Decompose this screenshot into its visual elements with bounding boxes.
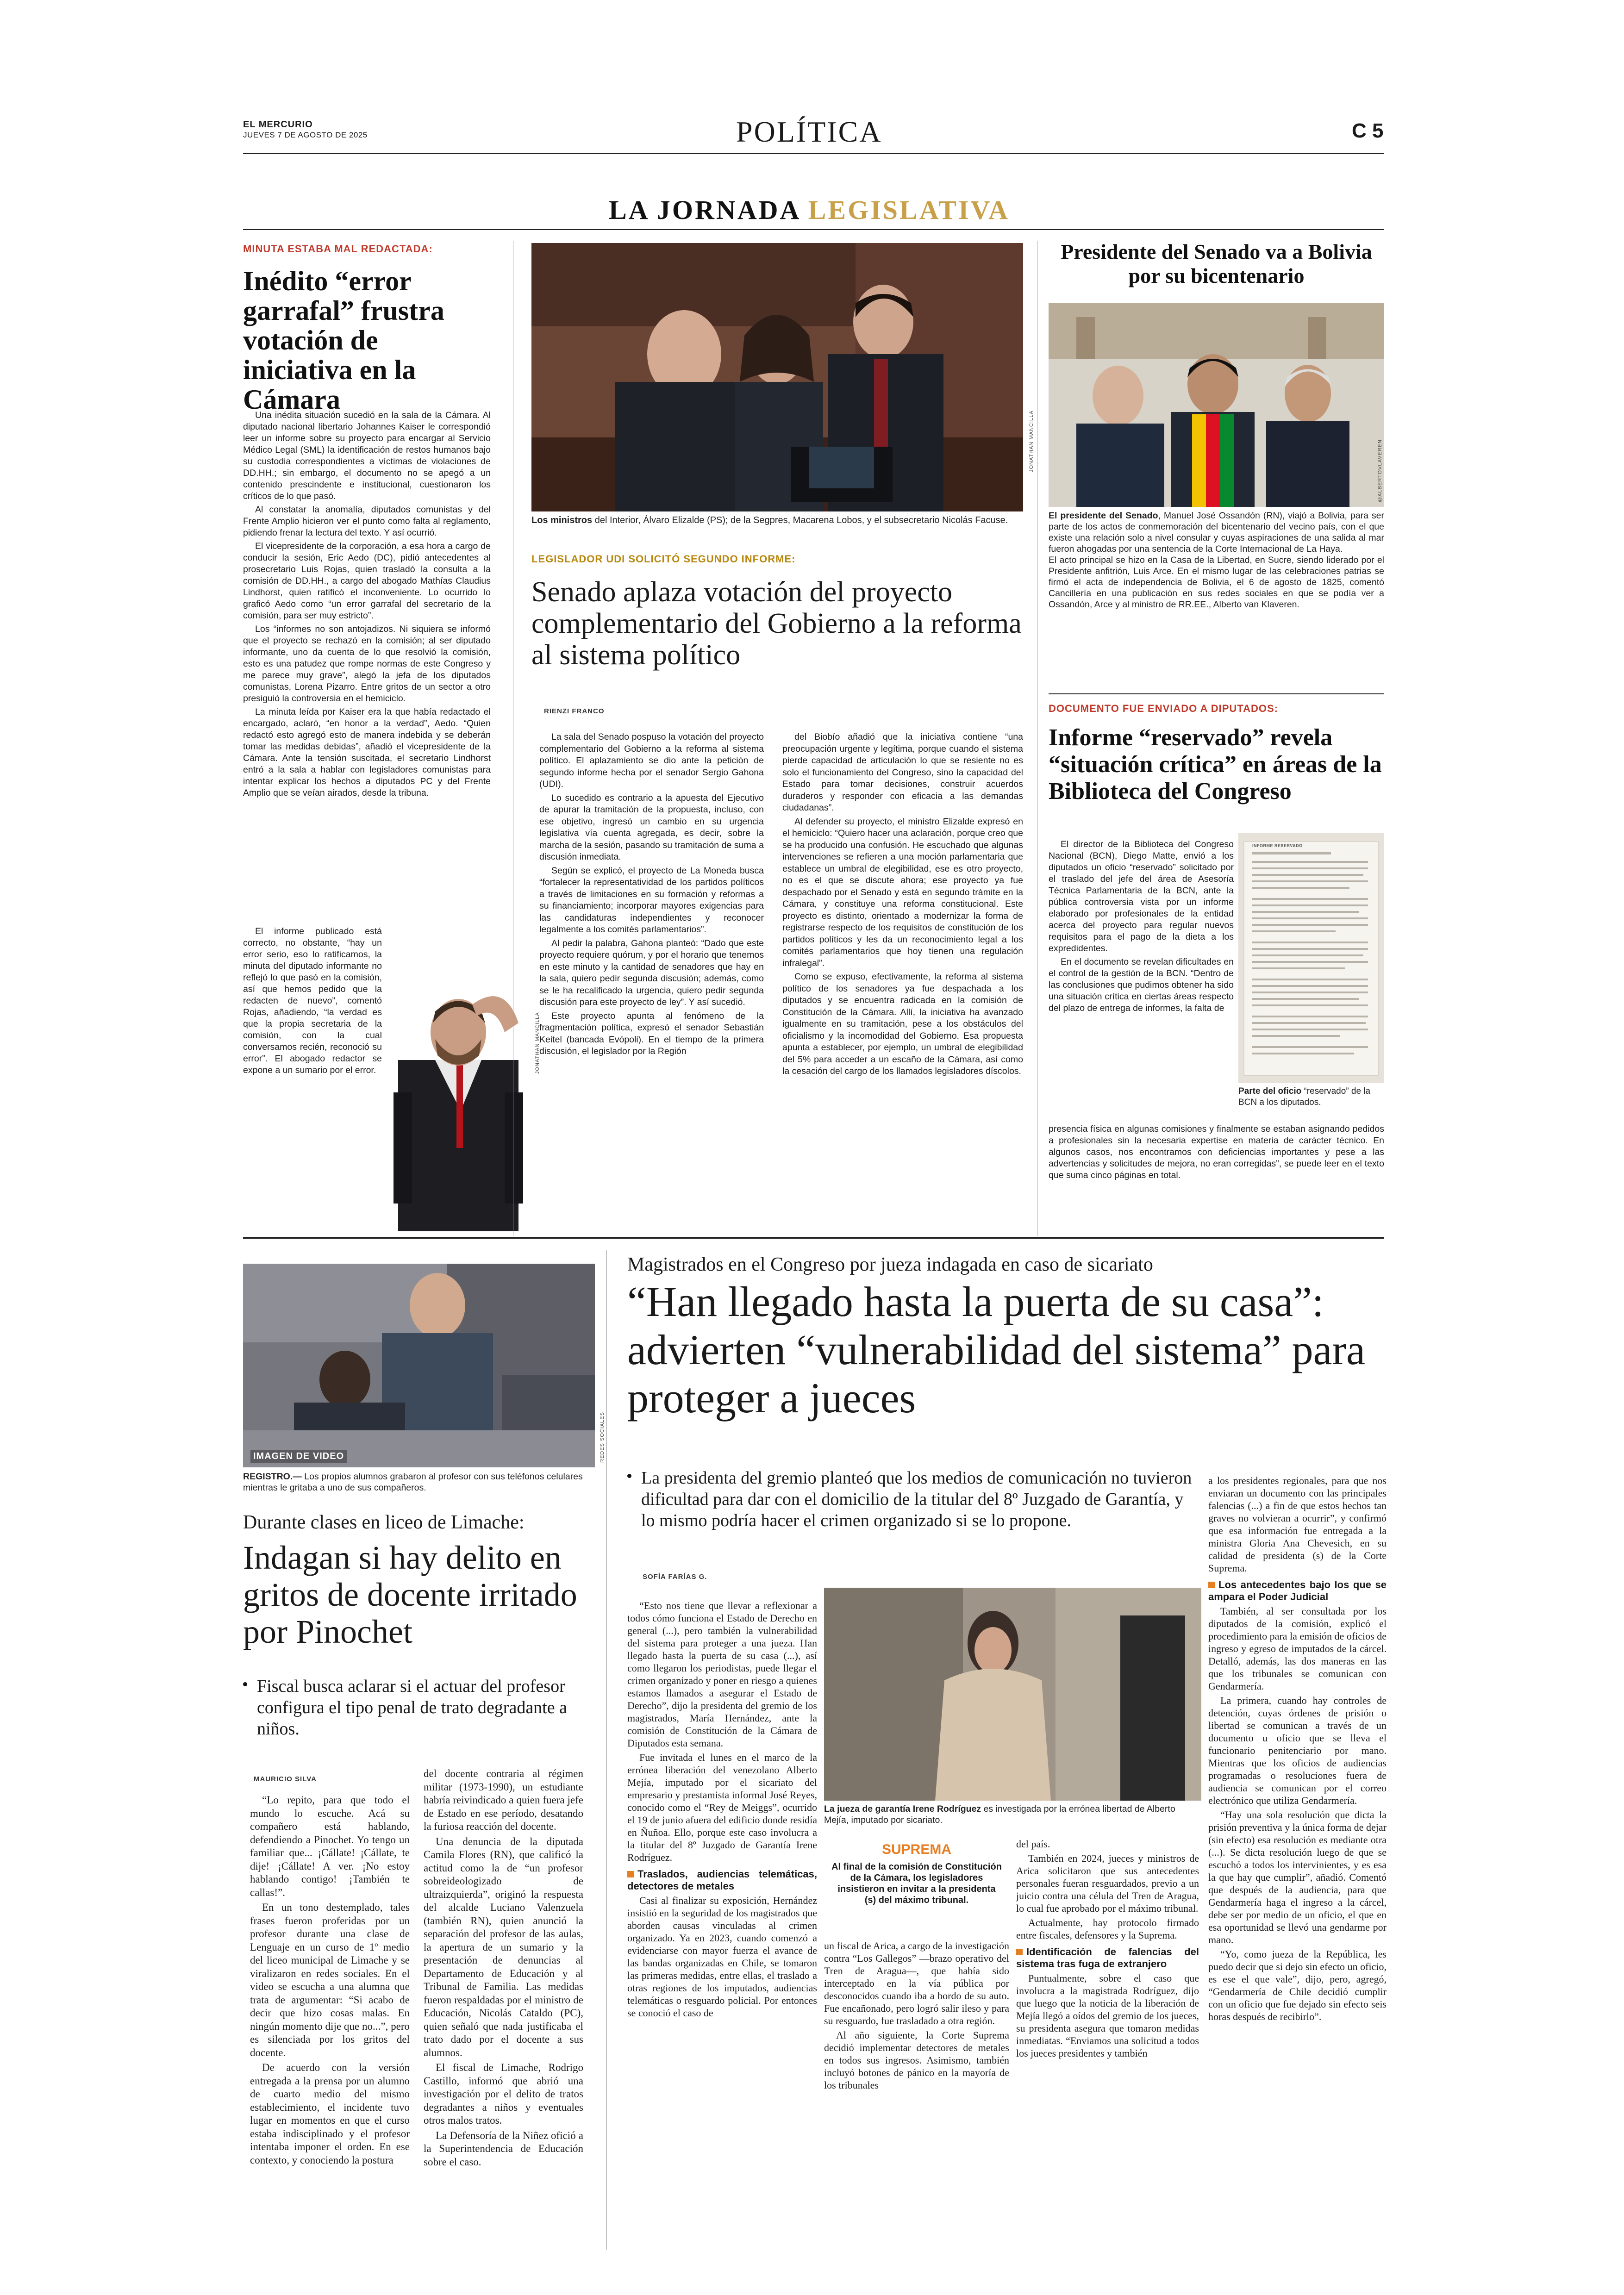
section-title: POLÍTICA (736, 115, 882, 148)
video-credit: REDES SOCIALES (600, 1412, 605, 1463)
left-body-top (243, 410, 491, 801)
video-label: IMAGEN DE VIDEO (250, 1450, 347, 1463)
caption-lead: REGISTRO.— (243, 1472, 302, 1482)
caption-text: , Manuel José Ossandón (RN), viajó a Bolivia, para ser parte de los actos de conmemoración del bicentenario del vecino país, con el que existe una relación solo a nivel consular y cuyas aspiraciones de una salida al mar fueron ahogadas por una sentencia de la Corte Internacional de La Haya. (1049, 511, 1384, 554)
paragraph: del docente contraria al régimen militar (1973-1990), un estudiante habría reivindicado a quien fuera jefe de Estado en ese período, desatando la furiosa reacción del docente. (424, 1768, 583, 1832)
paragraph: La Defensoría de la Niñez ofició a la Superintendencia de Educación sobre el caso. (424, 2129, 583, 2168)
dek-text: La presidenta del gremio planteó que los medios de comunicación no tuvieron dificultad para dar con el domicilio de la titular del 8º Juzgado de Garantía, y lo mismo podría hacer el crimen organizado si se lo propone. (641, 1468, 1192, 1530)
page-number: C 5 (1352, 119, 1384, 142)
oficio-doc-title: INFORME RESERVADO (1252, 843, 1303, 848)
limache-byline: MAURICIO SILVA (254, 1775, 317, 1783)
masthead-rule (243, 153, 1384, 154)
jueza-caption (824, 1803, 1201, 1826)
center-photo-credit: JONATHAN MANCILLA (1029, 410, 1034, 472)
paragraph: Los “informes no son antojadizos. Ni siquiera se informó que el proyecto se rechazó en la comisión; al ser diputado informante, uno da cuenta de lo que resolvió la comisión, esto es una patudez que rompe normas de este Congreso y me parece muy grave”, alegó la jefa de los diputados comunistas, Lorena Pizarro. Entre gritos de un sector a otro presiguió la controversia en el hemiciclo. (243, 624, 491, 704)
classroom-video-still (243, 1264, 595, 1467)
paragraph: También en 2024, jueces y ministros de Arica solicitaron que sus antecedentes personales fueran resguardados, previo a un juicio contra una célula del Tren de Aragua, lo cual fue aprobado por el máximo tribunal. (1016, 1852, 1199, 1914)
band-word-1: LA JORNADA (609, 195, 800, 225)
judges-byline: SOFÍA FARÍAS G. (643, 1573, 707, 1581)
dek-bullet (627, 1474, 631, 1478)
paragraph: un fiscal de Arica, a cargo de la investigación contra “Los Gallegos” —brazo operativo del Tren de Aragua—, que había sido interceptado en la vía pública por desconocidos cuando iba a bordo de su auto. Fue encañonado, pero logró salir ileso y para su resguardo, fue trasladado a otra región. (824, 1940, 1009, 2027)
limache-overline: Durante clases en liceo de Limache: (243, 1512, 525, 1533)
band-rule (243, 229, 1384, 230)
caption-lead: Parte del oficio (1238, 1086, 1302, 1096)
paragraph: Al defender su proyecto, el ministro Elizalde expresó en el hemiciclo: “Quiero hacer una aclaración, porque creo que se ha producido una confusión. He escuchado que algunas intervenciones se refieren a una moción parlamentaria que establece un umbral de elegibilidad, ese es otro proyecto, no es el que se discute ahora; ese proyecto ya fue despachado por el Senado y está en segundo trámite en la Cámara, y constituye una reforma constitucional. Este proyecto es distinto, orientado a modernizar la forma de registrarse respecto de los requisitos de constitución de los partidos políticos y les da un reconocimiento legal a los comités parlamentarios que hoy tienen una regulación infralegal”. (782, 816, 1023, 968)
caption-lead: La jueza de garantía Irene Rodríguez (824, 1804, 981, 1814)
paragraph: El fiscal de Limache, Rodrigo Castillo, informó que abrió una investigación por el delito de tratos degradantes a niños y eventuales otros malos tratos. (424, 2062, 583, 2126)
judges-col-3 (824, 1940, 1009, 2093)
paragraph: Una denuncia de la diputada Camila Flores (RN), que calificó la actitud como la de “un profesor sobreideologizado de ultraizquierda”, originó la respuesta del alcalde Luciano Valenzuela (también RN), quien anunció la separación del profesor de las aulas, la apertura de un sumario y la presentación de denuncias al Departamento de Educación y al Tribunal de Familia. Las medidas fueron respaldadas por el ministro de Educación, Nicolás Cataldo (PC), quien señaló que nada justificaba el trato dado por el docente a sus alumnos. (424, 1835, 583, 2058)
subhead-falencias (1016, 1946, 1199, 1970)
judges-headline: “Han llegado hasta la puerta de su casa”: advierten “vulnerabilidad del sistema” para proteger a jueces (627, 1278, 1365, 1422)
dek-text: Fiscal busca aclarar si el actuar del profesor configura el tipo penal de trato degradante a niños. (257, 1677, 567, 1739)
paragraph: “Hay una sola resolución que dicta la prisión preventiva y la única forma de dejar (sin efecto) esa resolución es mediante otra (...). Se dicta resolución luego de que se escuchó a todos los intervinientes, y es esa la que hay que cumplir”, añadió. Comentó que después de la audiencia, para que Gendarmería haga el ingreso a la cárcel, debe ser por medio de un oficio, el que en esa oportunidad se llevó una gendarme por mano. (1208, 1809, 1387, 1946)
bolivia-photo (1049, 303, 1384, 507)
judges-overline: Magistrados en el Congreso por jueza indagada en caso de sicariato (627, 1254, 1153, 1275)
paragraph: “Lo repito, para que todo el mundo lo escuche. Acá su compañero está hablando, defendiendo a Pinochet. Yo tengo un familiar que... ¡Cállate! ¡Cállate, te dije! ¡Cállate! A ver. ¡No estoy hablando contigo! ¡También te callas!”. (250, 1794, 410, 1898)
bottom-column-rule (606, 1250, 607, 2250)
paragraph: Este proyecto apunta al fenómeno de la fragmentación política, expresó el senador Sebastián Keitel (bancada Evópoli). En el tiempo de la primera discusión, el legislador por la Región (539, 1010, 764, 1056)
oficio-caption (1238, 1086, 1384, 1108)
right-top-caption (1049, 510, 1384, 610)
subhead-square (627, 1871, 634, 1877)
right-photo-credit: @ALBERTOVLAVEREN (1377, 439, 1383, 502)
paragraph: “Esto nos tiene que llevar a reflexionar a todos cómo funciona el Estado de Derecho en general (...), pero también la vulnerabilidad del sistema para proteger a una jueza. Han llegado hasta la puerta de su casa (...), así como llegaron los periodistas, puede llegar el crimen organizado y poner en riesgo a quienes estamos llamados a asegurar el Estado de Derecho”, dijo la presidenta del gremio de los magistrados, María Hernández, ante la comisión de Constitución de la Cámara de Diputados esta semana. (627, 1600, 817, 1749)
paragraph: El director de la Biblioteca del Congreso Nacional (BCN), Diego Matte, envió a los diputados un oficio “reservado” solicitado por el traslado del jefe del área de Asesoría Técnica Parlamentaria de la BCN, ante la pública controversia vista por un informe elaborado por profesionales de la entidad acerca del proyecto para regular nuevos requisitos para el pago de la dieta a los expredidentes. (1049, 839, 1234, 954)
left-photo-credit: JONATHAN MANCILLA (535, 1012, 540, 1074)
caption-lead: Los ministros (531, 515, 593, 525)
paragraph: De acuerdo con la versión entregada a la prensa por un alumno de cuarto medio del mismo establecimiento, el incidente tuvo lugar en momentos en que el curso estaba indisciplinado y el profesor intentaba imponer el orden. En ese contexto, y conociendo la postura (250, 2062, 410, 2166)
center-photo-caption (531, 515, 1023, 526)
paragraph: La primera, cuando hay controles de detención, cuyas órdenes de prisión o libertad se comunican a través de un documento u oficio que se lleva el funcionario penitenciario por mano. Mientras que los oficios de audiencias programadas o resoluciones fuera de audiencia se comunican por el correo electrónico que utiliza Gendarmería. (1208, 1695, 1387, 1806)
paragraph: Una inédita situación sucedió en la sala de la Cámara. Al diputado nacional libertario Johannes Kaiser le correspondió leer un informe sobre su proyecto para encargar al Servicio Médico Legal (SML) la identificación de restos humanos bajo su custodia correspondientes a víctimas de violaciones de DD.HH.; sin embargo, el documento no se apegó a un contenido prescindente e institucional, cuestionaron los críticos de lo que pasó. (243, 410, 491, 501)
center-headline: Senado aplaza votación del proyecto complementario del Gobierno a la reforma al sistema político (531, 576, 1022, 671)
judges-col-1 (627, 1599, 817, 2021)
suprema-box-title: SUPREMA (881, 1842, 951, 1857)
paragraph: Según se explicó, el proyecto de La Moneda busca “fortalecer la representatividad de los partidos políticos a través de limitaciones en su formación y reformas a su financiamiento; incorporar mayores exigencias para las candidaturas independientes y reconocer legalmente a los comités parlamentarios”. (539, 865, 764, 935)
paragraph: Puntualmente, sobre el caso que involucra a la magistrada Rodríguez, dijo que luego que la noticia de la liberación de Mejía llegó a oídos del gremio de los jueces, su presidenta asegura que tomaron medidas inmediatas. “Enviamos una solicitud a todos los jueces presidentes y también (1016, 1972, 1199, 2059)
kaiser-cutout-photo (366, 972, 546, 1231)
page-fold-rule (243, 1237, 1384, 1239)
paragraph: El informe publicado está correcto, no obstante, “hay un error serio, eso lo ratificamos, la minuta del diputado informante no reflejó lo que pasó en la comisión, así que hemos pedido que la redacten de nuevo”, comentó Rojas, añadiendo, “la verdad es que la propia secretaria de la comisión, con la cual conversamos recién, reconoció su error”. El abogado redactor se expone a un sumario por el error. (243, 926, 382, 1075)
left-headline: Inédito “error garrafal” frustra votación de iniciativa en la Cámara (243, 266, 444, 415)
center-col-1 (539, 731, 764, 1060)
limache-dek (243, 1676, 595, 1740)
paragraph: Al pedir la palabra, Gahona planteó: “Dado que este proyecto requiere quórum, y por el horario que tenemos en este minuto y la cantidad de senadores que hay en la sala, quiero pedir segunda discusión; además, como se le ha recalificado la urgencia, quiero pedir segunda discusión para este proyecto de ley”. Y así sucedió. (539, 938, 764, 1007)
right-divider (1049, 693, 1384, 694)
paragraph: Al año siguiente, la Corte Suprema decidió implementar detectores de metales en todos sus ingresos. Asimismo, también incluyó botones de pánico en la mayoría de los tribunales (824, 2029, 1009, 2091)
band-title (609, 194, 1010, 225)
judges-dek (627, 1467, 1197, 1531)
subhead-antecedentes (1208, 1579, 1387, 1603)
right-kicker: DOCUMENTO FUE ENVIADO A DIPUTADOS: (1049, 703, 1279, 714)
paragraph: a los presidentes regionales, para que nos enviaran un documento con las principales falencias (...) a fin de que estos hechos tan graves no volvieran a ocurrir”, y confirmó que esa información fue entregada a la ministra Gloria Ana Chevesich, en su calidad de presidenta (s) de la Corte Suprema. (1208, 1475, 1387, 1574)
caption-lead: El presidente del Senado (1049, 511, 1158, 521)
paragraph: El vicepresidente de la corporación, a esa hora a cargo de conducir la sesión, Eric Aedo (DC), pidió antecedentes al prosecretario Luis Rojas, quien trasladó la consulta a la comisión de DD.HH., a cargo del abogado Mathías Claudius Lindhorst, quien ratificó el inconveniente. Lo ocurrido lo graficó Aedo como “un error garrafal del secretario de la comisión, para ser muy estricto”. (243, 541, 491, 621)
paragraph: La minuta leída por Kaiser era la que había redactado el encargado, aclaró, “en honor a la verdad”, Aedo. “Quien redactó esto agregó esto de manera indebida y se deberán tomar las medidas debidas”, añadió el vicepresidente de la Cámara. Ante la tensión suscitada, el secretario Lindhorst entró a la sala a hablar con legisladores comunistas para intentar explicar los hechos a diputados PC y del Frente Amplio que se veían airados, desde la tribuna. (243, 707, 491, 798)
right-body-full (1049, 1123, 1384, 1183)
subhead-square (1208, 1582, 1215, 1588)
paragraph: presencia física en algunas comisiones y finalmente se estaban asignando pedidos a profesionales sin la necesaria expertise en materia de carácter técnico. En algunos casos, nos encontramos con deficiencias importantes y pese a las advertencias y solicitudes de mejora, no eran corregidas”, se puede leer en el texto que suma cinco páginas en total. (1049, 1124, 1384, 1180)
left-body-wrap (243, 926, 382, 1078)
paragraph: “Yo, como jueza de la República, les puedo decir que si dejo sin efecto un oficio, es ese el que vale”, dijo, pero, agregó, “Gendarmería de Chile decidió cumplir con un oficio que fue dejado sin efecto seis horas después de recibirlo”. (1208, 1948, 1387, 2022)
paragraph: del país. (1016, 1838, 1050, 1850)
center-kicker: LEGISLADOR UDI SOLICITÓ SEGUNDO INFORME: (531, 553, 796, 565)
caption-text: “reservado” de la BCN a los diputados. (1238, 1086, 1371, 1107)
right-bottom-headline: Informe “reservado” revela “situación crítica” en áreas de la Biblioteca del Congreso (1049, 724, 1382, 804)
limache-col-1 (250, 1794, 410, 2169)
dek-bullet (243, 1682, 247, 1686)
judges-col-4 (1016, 1838, 1199, 2061)
caption-text: es investigada por la errónea libertad de Alberto Mejía, imputado por sicariato. (824, 1804, 1175, 1825)
oficio-document-image (1238, 833, 1384, 1083)
paragraph: Fue invitada el lunes en el marco de la errónea liberación del venezolano Alberto Mejía, imputado por el sicariato del empresario y prestamista informal José Reyes, conocido como el “Rey de Meiggs”, ocurrido el 19 de junio afuera del edificio donde residía en Ñuñoa. Ello, porque este caso involucra a la titular del 8º Juzgado de Garantía Irene Rodríguez. (627, 1752, 817, 1863)
subhead-text: Los antecedentes bajo los que se ampara el Poder Judicial (1208, 1579, 1387, 1603)
right-body-narrow (1049, 839, 1234, 1016)
center-byline: RIENZI FRANCO (544, 707, 605, 715)
paper-name: EL MERCURIO (243, 119, 313, 130)
paragraph: Al constatar la anomalía, diputados comunistas y del Frente Amplio hicieron ver el punto como falta al reglamento, pidiendo frenar la lectura del texto. Y así ocurrió. (243, 505, 491, 538)
jueza-photo (824, 1588, 1201, 1801)
subhead-square (1016, 1949, 1023, 1955)
center-col-2 (782, 731, 1023, 1079)
video-caption (243, 1471, 595, 1493)
suprema-box (824, 1835, 1009, 1935)
paragraph: Casi al finalizar su exposición, Hernández insistió en la seguridad de los magistrados que aborden causas vinculadas al crimen organizado. Ya en 2023, cuando comenzó a evidenciarse con mayor fuerza el avance de las bandas organizadas en Chile, se tomaron las primeras medidas, entre ellas, el traslado a otras regiones de los imputados, audiencias telemáticas o resguardo policial. Por entonces se conoció el caso de (627, 1895, 817, 2019)
subhead-text: Identificación de falencias del sistema tras fuga de extranjero (1016, 1946, 1199, 1970)
issue-date: JUEVES 7 DE AGOSTO DE 2025 (243, 131, 368, 139)
paragraph: También, al ser consultada por los diputados de la comisión, explicó el procedimiento para la emisión de oficios de ingreso y egreso de imputados de la cárcel. Detalló, además, las dos maneras en las que los tribunales se comunican con Gendarmería. (1208, 1605, 1387, 1692)
paragraph: Lo sucedido es contrario a la apuesta del Ejecutivo de apurar la tramitación de la propuesta, incluso, con ese objetivo, ingresó un cambio en su urgencia legislativa vía cuenta agregada, es decir, sobre la marcha de la sesión, pasando su tramitación de suma a discusión inmediata. (539, 792, 764, 862)
paragraph: Como se expuso, efectivamente, la reforma al sistema político de los senadores ya fue despachada a los diputados y se encuentra radicada en la comisión de Constitución de la Cámara. Allí, la iniciativa ha avanzado igualmente en su tramitación, pese a los obstáculos del oficialismo y la incomodidad del Gobierno. Esa propuesta apunta a establecer, por ejemplo, un umbral de elegibilidad del 5% para acceder a un escaño de la Cámara, así como la cesación del cargo de los llamados legisladores díscolos. (782, 972, 1023, 1076)
suprema-box-text: Al final de la comisión de Constitución de la Cámara, los legisladores insistieron en invitar a la presidenta (s) del máximo tribunal. (831, 1862, 1002, 1905)
caption-text: Los propios alumnos grabaron al profesor con sus teléfonos celulares mientras le gritaba a uno de sus compañeros. (243, 1472, 583, 1493)
paragraph: En un tono destemplado, tales frases fueron proferidas por un profesor durante una clase de Lenguaje en un curso de 1º medio del liceo municipal de Limache y se viralizaron en redes sociales. En el video se escucha a una alumna que trata de argumentar: “Si acabo de decir que hizo cosas malas. En ningún momento dije que no...”, pero es silenciada por los gritos del docente. (250, 1902, 410, 2058)
left-kicker: MINUTA ESTABA MAL REDACTADA: (243, 243, 433, 255)
paragraph: Actualmente, hay protocolo firmado entre fiscales, defensores y la Suprema. (1016, 1917, 1199, 1941)
limache-col-2 (424, 1767, 583, 2170)
limache-headline: Indagan si hay delito en gritos de docente irritado por Pinochet (243, 1539, 577, 1650)
paragraph: En el documento se revelan dificultades en el control de la gestión de la BCN. “Dentro de las conclusiones que pudimos obtener ha sido una situación crítica en ciertas áreas respecto del plazo de entrega de informes, la falta de (1049, 957, 1234, 1013)
judges-col-5 (1208, 1474, 1387, 2025)
paragraph: del Biobío añadió que la iniciativa contiene “una preocupación urgente y legítima, porque cuando el sistema pierde capacidad de articulación lo que se resiente no es solo el funcionamiento del Congreso, sino la capacidad del Estado para tomar decisiones, construir acuerdos duraderos y responder con eficacia a las demandas ciudadanas”. (782, 732, 1023, 813)
paragraph: La sala del Senado pospuso la votación del proyecto complementario del Gobierno a la reforma al sistema político. El aplazamiento se dio ante la petición de segundo informe hecha por el senador Sergio Gahona (UDI). (539, 732, 764, 789)
subhead-traslados (627, 1868, 817, 1892)
caption-text: del Interior, Álvaro Elizalde (PS); de la Segpres, Macarena Lobos, y el subsecretario Nicolás Facuse. (592, 515, 1008, 525)
right-top-headline: Presidente del Senado va a Bolivia por su bicentenario (1061, 240, 1372, 287)
caption-text-2: El acto principal se hizo en la Casa de la Libertad, en Sucre, siendo liderado por el Presidente anfitrión, Luis Arce. En el mismo lugar de las celebraciones patrias se firmó el acta de independencia de Bolivia, el 6 de agosto de 1825, comentó Cancillería en una publicación en sus redes sociales en que se podía ver a Ossandón, Arce y al ministro de RR.EE., Alberto van Klaveren. (1049, 555, 1384, 610)
band-word-2: LEGISLATIVA (808, 195, 1010, 225)
subhead-text: Traslados, audiencias telemáticas, detectores de metales (627, 1868, 817, 1892)
ministers-photo (531, 243, 1023, 511)
